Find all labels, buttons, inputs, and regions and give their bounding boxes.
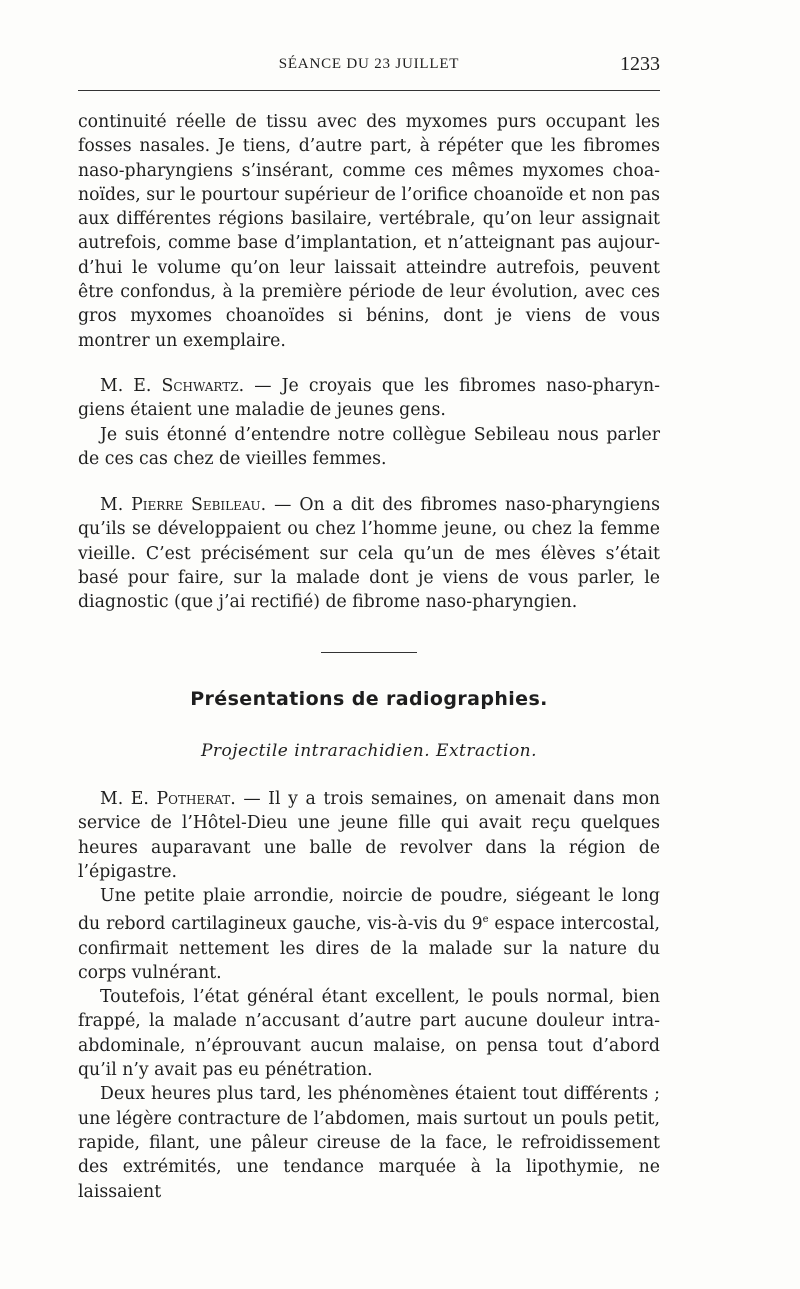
- section-subtitle: Projectile intrarachidien. Extraction.: [200, 741, 538, 761]
- section-title: Présentations de radiographies.: [190, 688, 548, 710]
- page-header: [78, 53, 660, 80]
- header-rule: [78, 90, 660, 91]
- potherat-presentation: [78, 787, 660, 1204]
- paragraph: [78, 374, 660, 423]
- paragraph-text: Une petite plaie arrondie, noircie de poudre, siégeant le long du rebord cartilagineux gauche, vis-à-vis du 9: [78, 886, 660, 935]
- paragraph-continuation: [78, 110, 660, 353]
- paragraph: [78, 787, 660, 884]
- page-number: 1233: [620, 53, 660, 75]
- schwartz-remark: [78, 374, 660, 471]
- paragraph-text: — Il y a trois semaines, on amenait dans mon service de l’Hôtel-Dieu une jeune fille qui avait reçu quelques heures auparavant une balle de revolver dans la région de l’épigastre.: [78, 789, 660, 882]
- paragraph: [78, 884, 660, 985]
- paragraph: Toutefois, l’état général étant excellent, le pouls normal, bien frappé, la malade n’accusant d’autre part aucune douleur intra-abdominale, n’éprouvant aucun malaise, on pensa tout d’abord qu’il n’y avait pas eu pénétration.: [78, 987, 660, 1081]
- speaker-name: M. E. Schwartz.: [100, 376, 245, 396]
- superscript: e: [482, 914, 489, 926]
- paragraph: Je suis étonné d’entendre notre collègue Sebileau nous parler de ces cas chez de vieilles femmes.: [78, 424, 660, 469]
- paragraph-text: — Je croyais que les fibromes naso-pharyn-giens étaient une maladie de jeunes gens.: [78, 376, 660, 421]
- speaker-name: M. E. Potherat.: [100, 789, 236, 809]
- paragraph: [78, 493, 660, 614]
- speaker-name: M. Pierre Sebileau.: [100, 495, 267, 515]
- paragraph-text: — On a dit des fibromes naso-pharyngiens qu’ils se développaient ou chez l’homme jeune, ou chez la femme vieille. C’est précisément sur cela qu’un de mes élèves s’était basé pour faire, sur la malade dont je viens de vous parler, le diagnostic (que j’ai rectifié) de fibrome naso-pharyngien.: [78, 495, 661, 613]
- paragraph-text: espace intercostal, confirmait nettement les dires de la malade sur la nature du corps vulnérant.: [78, 914, 660, 983]
- section-separator: [321, 652, 417, 653]
- sebileau-remark: [78, 493, 660, 614]
- paragraph: continuité réelle de tissu avec des myxomes purs occupant les fosses nasales. Je tiens, d’autre part, à répéter que les fibromes naso-pharyngiens s’insérant, comme ces mêmes myxomes choa-noïdes, sur le pourtour supérieur de l’orifice choanoïde et non pas aux différentes régions basilaire, vertébrale, qu’on leur assignait autrefois, comme base d’implantation, et n’atteignant pas aujour-d’hui le volume qu’on leur laissait atteindre autrefois, peuvent être confondus, à la première période de leur évolution, avec ces gros myxomes choanoïdes si bénins, dont je viens de vous montrer un exemplaire.: [78, 112, 660, 351]
- running-title: SÉANCE DU 23 JUILLET: [278, 56, 460, 72]
- paragraph: Deux heures plus tard, les phénomènes étaient tout différents ; une légère contracture de l’abdomen, mais surtout un pouls petit, rapide, filant, une pâleur cireuse de la face, le refroidissement des extrémités, une tendance marquée à la lipothymie, ne laissaient: [78, 1084, 660, 1202]
